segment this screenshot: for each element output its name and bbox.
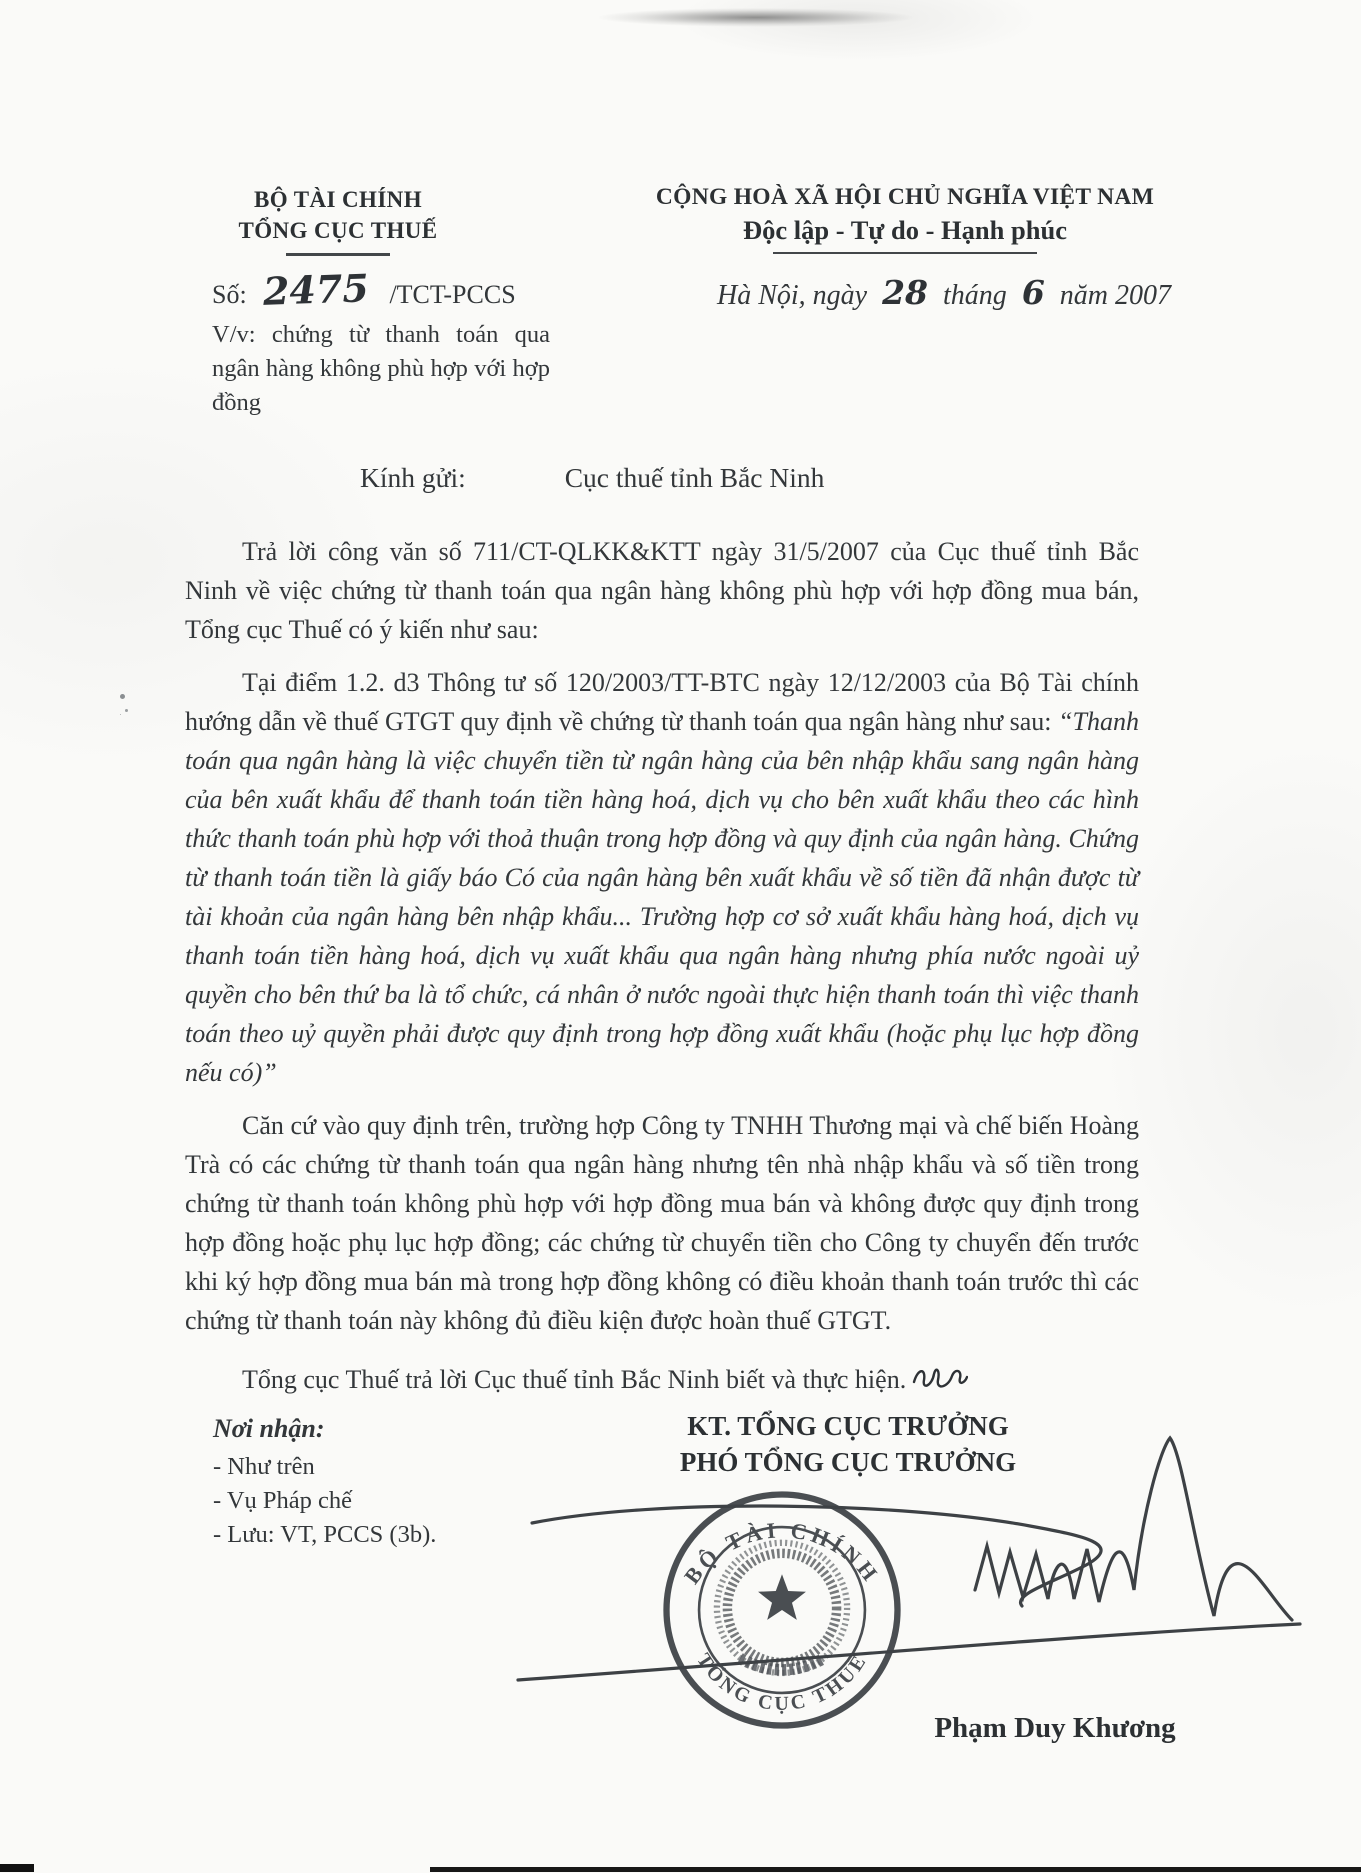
signature-strokes <box>975 1438 1292 1620</box>
recipient-value: Cục thuế tỉnh Bắc Ninh <box>564 462 825 493</box>
distribution-label: Nơi nhận: <box>213 1414 325 1443</box>
agency-underline <box>286 253 390 256</box>
document-number-line <box>212 265 557 314</box>
distribution-list <box>213 1412 436 1552</box>
body-paragraph-1: Trả lời công văn số 711/CT-QLKK&KTT ngày 31/5/2007 của Cục thuế tỉnh Bắc Ninh về việc chứng từ thanh toán qua ngân hàng không phù hợp với hợp đồng mua bán, Tổng cục Thuế có ý kiến như sau: <box>185 537 1139 644</box>
date-year: năm 2007 <box>1059 280 1172 311</box>
signature <box>470 1392 1330 1704</box>
handwritten-initials-icon <box>910 1360 968 1392</box>
handwritten-document-number: 2475 <box>262 265 370 314</box>
body-paragraph-2 <box>185 663 1139 1092</box>
signer-title-delegation: KT. TỔNG CỤC TRƯỞNG <box>687 1411 1009 1441</box>
ministry-name: BỘ TÀI CHÍNH <box>254 187 422 212</box>
body-paragraph-3: Căn cứ vào quy định trên, trường hợp Công ty TNHH Thương mại và chế biến Hoàng Trà có các chứng từ thanh toán qua ngân hàng nhưng tên nhà nhập khẩu và số tiền trong chứng từ thanh toán không phù hợp với hợp đồng mua bán và không được quy định trong hợp đồng hoặc phụ lục hợp đồng; các chứng từ chuyển tiền cho Công ty chuyển đến trước khi ký hợp đồng mua bán mà trong hợp đồng không có điều khoản thanh toán trước thì các chứng từ thanh toán này không đủ điều kiện được hoàn thuế GTGT. <box>185 1111 1139 1335</box>
document-number-suffix: /TCT-PCCS <box>389 280 516 309</box>
signer-title-position: PHÓ TỔNG CỤC TRƯỞNG <box>679 1447 1017 1477</box>
national-motto: Độc lập - Tự do - Hạnh phúc <box>743 215 1067 245</box>
distribution-item: - Lưu: VT, PCCS (3b). <box>213 1521 437 1548</box>
closing-sentence: Tổng cục Thuế trả lời Cục thuế tỉnh Bắc Ninh biết và thực hiện. <box>242 1365 907 1394</box>
letter-body <box>0 532 1361 1399</box>
signer-name: Phạm Duy Khương <box>934 1712 1176 1744</box>
national-title: CỘNG HOÀ XÃ HỘI CHỦ NGHĨA VIỆT NAM <box>655 184 1155 210</box>
signature-underline <box>518 1624 1300 1680</box>
letter-header <box>0 0 1361 420</box>
scan-speckle-artifact <box>120 694 125 699</box>
date-month-label: tháng <box>943 280 1007 311</box>
scan-edge-artifact <box>430 1867 1361 1872</box>
recipient-label: Kính gửi: <box>360 462 466 493</box>
signature-flourish <box>532 1506 1101 1606</box>
recipient-line <box>360 462 1361 494</box>
national-header-block <box>615 184 1195 420</box>
subject-line: V/v: chứng từ thanh toán qua ngân hàng không phù hợp với hợp đồng <box>212 321 550 416</box>
distribution-item: - Vụ Pháp chế <box>213 1487 353 1514</box>
date-prefix: Hà Nội, ngày <box>716 280 868 311</box>
document-number-label: Số: <box>212 280 247 309</box>
regulation-quote: “Thanh toán qua ngân hàng là việc chuyển tiền từ ngân hàng của bên nhập khẩu sang ngân hàng của bên xuất khẩu để thanh toán tiền hàng hoá, dịch vụ cho bên xuất khẩu theo các hình thức thanh toán phù hợp với thoả thuận trong hợp đồng và quy định của ngân hàng. Chứng từ thanh toán tiền là giấy báo Có của ngân hàng bên xuất khẩu về số tiền đã nhận được từ tài khoản của ngân hàng bên nhập khẩu... Trường hợp cơ sở xuất khẩu hàng hoá, dịch vụ thanh toán tiền hàng hoá, dịch vụ xuất khẩu qua ngân hàng nhưng phía nước ngoài uỷ quyền cho bên thứ ba là tổ chức, cá nhân ở nước ngoài thực hiện thanh toán thì việc thanh toán theo uỷ quyền phải được quy định trong hợp đồng xuất khẩu (hoặc phụ lục hợp đồng nếu có)” <box>185 707 1139 1087</box>
scan-corner-artifact <box>0 1864 34 1872</box>
distribution-item: - Như trên <box>213 1453 315 1480</box>
issuing-agency-block <box>212 184 557 420</box>
scan-smudge-artifact <box>552 3 960 41</box>
seal-bottom-text: TỔNG CỤC THUẾ <box>692 1649 872 1716</box>
place-date-line: Hà Nội, ngày 28 tháng 6 năm 2007 <box>716 273 1172 312</box>
seal-top-text: BỘ TÀI CHÍNH <box>679 1517 885 1589</box>
paragraph-2-intro: Tại điểm 1.2. d3 Thông tư số 120/2003/TT-BTC ngày 12/12/2003 của Bộ Tài chính hướng dẫn về thuế GTGT quy định về chứng từ thanh toán qua ngân hàng như sau: <box>185 668 1139 736</box>
department-name: TỔNG CỤC THUẾ <box>238 218 438 243</box>
motto-underline <box>773 252 1037 254</box>
